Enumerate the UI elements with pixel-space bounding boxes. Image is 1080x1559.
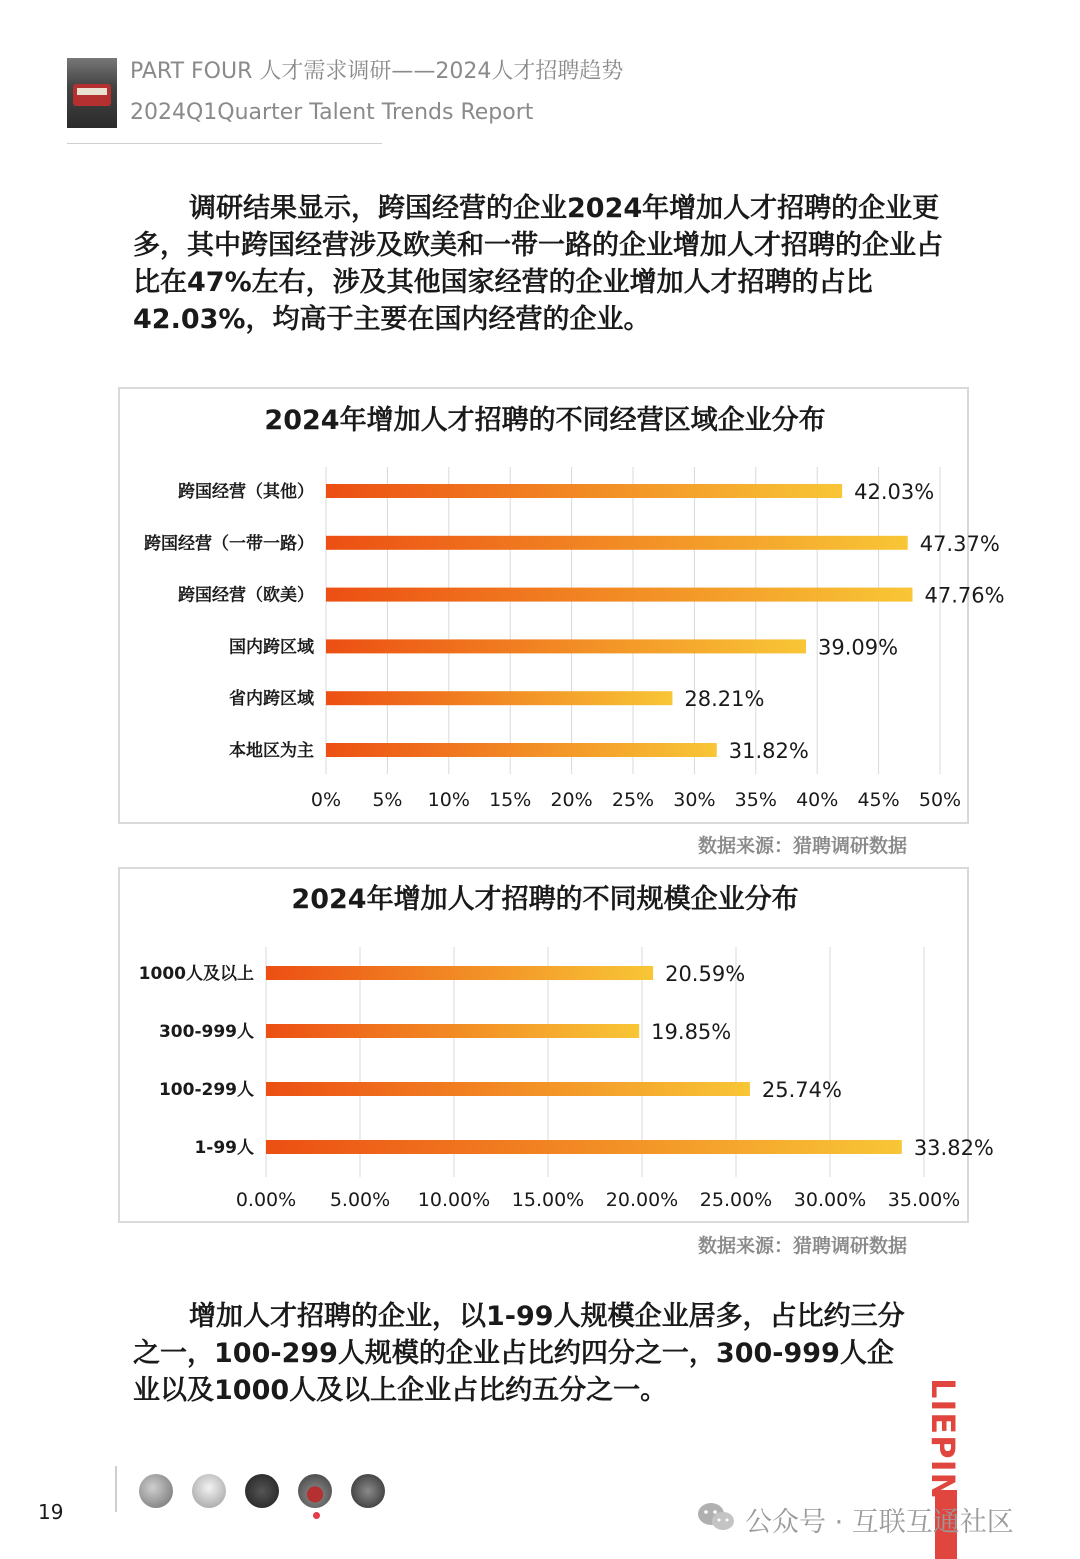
x-tick-label: 10%: [427, 789, 470, 811]
tram-image: [73, 84, 111, 106]
active-page-indicator: [313, 1512, 320, 1519]
bar: [326, 691, 672, 705]
intro-paragraph: 调研结果显示，跨国经营的企业2024年增加人才招聘的企业更多，其中跨国经营涉及欧美和一带一路的企业增加人才招聘的企业占比在47%左右，涉及其他国家经营的企业增加人才招聘的占比42.03%，均高于主要在国内经营的企业。: [133, 193, 943, 335]
x-tick-label: 25.00%: [699, 1189, 773, 1211]
bar: [266, 966, 653, 980]
outro-paragraph: 增加人才招聘的企业，以1-99人规模企业居多，占比约三分之一，100-299人规模的企业占比约四分之一，300-999人企业以及1000人及以上企业占比约五分之一。: [133, 1301, 905, 1406]
chart-title: 2024年增加人才招聘的不同规模企业分布: [291, 884, 799, 915]
bar: [326, 639, 806, 653]
nav-thumb-3[interactable]: [245, 1474, 279, 1508]
region-chart-svg: [120, 389, 1005, 826]
category-label: 1000人及以上: [138, 964, 254, 984]
value-label: 31.82%: [728, 739, 809, 763]
category-label: 跨国经营（一带一路）: [144, 533, 314, 554]
watermark: 公众号 · 互联互通社区: [745, 1507, 1014, 1538]
bar: [266, 1024, 639, 1038]
x-tick-label: 10.00%: [417, 1189, 491, 1211]
x-tick-label: 50%: [918, 789, 962, 811]
x-tick-label: 15%: [489, 789, 532, 811]
bar: [266, 1082, 750, 1096]
header-subtitle: 2024Q1Quarter Talent Trends Report: [130, 100, 534, 125]
x-tick-label: 30%: [673, 789, 716, 811]
value-label: 39.09%: [818, 635, 899, 660]
chart-source-2: 数据来源：猎聘调研数据: [697, 1235, 907, 1257]
value-label: 19.85%: [651, 1020, 732, 1044]
value-label: 33.82%: [913, 1136, 994, 1160]
value-label: 42.03%: [854, 480, 935, 504]
category-label: 国内跨区域: [229, 637, 314, 658]
x-tick-label: 30.00%: [793, 1189, 867, 1211]
value-label: 28.21%: [684, 687, 765, 712]
footer-divider: [115, 1466, 117, 1512]
value-label: 47.76%: [924, 583, 1005, 608]
header-photo: [67, 58, 117, 128]
value-label: 25.74%: [761, 1078, 842, 1102]
bar: [326, 536, 908, 550]
nav-thumb-5[interactable]: [351, 1474, 385, 1508]
x-tick-label: 35.00%: [887, 1189, 961, 1211]
category-label: 100-299人: [158, 1080, 254, 1100]
size-chart-svg: [120, 869, 994, 1225]
category-label: 省内跨区域: [229, 689, 314, 710]
x-tick-label: 35%: [734, 789, 777, 811]
header-title: PART FOUR 人才需求调研——2024人才招聘趋势: [130, 59, 624, 84]
bar: [326, 588, 912, 602]
x-tick-label: 0%: [310, 789, 342, 811]
page-number: 19: [38, 1500, 64, 1524]
nav-thumb-1[interactable]: [139, 1474, 173, 1508]
nav-thumb-4[interactable]: [298, 1474, 332, 1508]
chart-source-1: 数据来源：猎聘调研数据: [697, 835, 907, 857]
nav-thumb-2[interactable]: [192, 1474, 226, 1508]
x-tick-label: 5%: [372, 789, 403, 811]
wechat-icon: [697, 1502, 735, 1532]
size-chart: [118, 867, 994, 1223]
header-divider: [67, 143, 382, 144]
x-tick-label: 40%: [796, 789, 839, 811]
category-label: 跨国经营（其他）: [178, 482, 314, 502]
x-tick-label: 20.00%: [605, 1189, 679, 1211]
value-label: 47.37%: [919, 531, 1000, 556]
bar: [326, 743, 717, 757]
x-tick-label: 20%: [550, 789, 593, 811]
x-tick-label: 25%: [611, 789, 655, 811]
category-label: 300-999人: [158, 1022, 254, 1042]
category-label: 跨国经营（欧美）: [178, 585, 314, 606]
x-tick-label: 5.00%: [329, 1189, 391, 1211]
category-label: 本地区为主: [229, 741, 314, 761]
category-label: 1-99人: [194, 1138, 254, 1158]
brand-logo: LIEPIN: [924, 1378, 962, 1501]
x-tick-label: 0.00%: [235, 1189, 297, 1211]
x-tick-label: 15.00%: [511, 1189, 585, 1211]
x-tick-label: 45%: [857, 789, 900, 811]
bar: [326, 484, 842, 498]
bar: [266, 1140, 902, 1154]
region-chart: [118, 387, 1005, 824]
chart-title: 2024年增加人才招聘的不同经营区域企业分布: [264, 405, 826, 436]
value-label: 20.59%: [665, 962, 746, 986]
